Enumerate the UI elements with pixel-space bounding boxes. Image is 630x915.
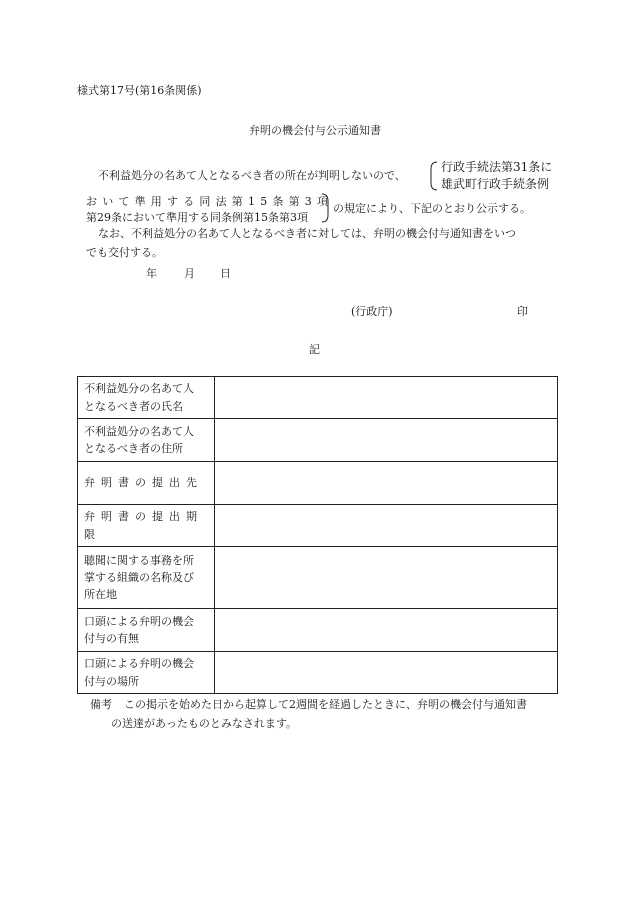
row-label-line: となるべき者の住所 [84,442,183,455]
row-value[interactable] [215,609,558,652]
form-number: 様式第17号(第16条関係) [77,84,202,97]
date-year: 年 [146,267,157,280]
row-label-line: 付与の有無 [84,632,139,645]
note-label: 備考 [90,698,112,711]
row-value[interactable] [215,419,558,462]
agency-label: (行政庁) [351,305,393,318]
table-row [78,419,558,462]
row-label-line: 所在地 [84,588,117,602]
row-value[interactable] [215,652,558,694]
paragraph-2-line-2: でも交付する。 [86,246,163,259]
row-label [78,652,215,694]
left-bracket-top [430,161,438,191]
table-row [78,652,558,694]
table-row [78,505,558,547]
notice-table [77,376,558,694]
row-value[interactable] [215,377,558,419]
paragraph-2-line-1: なお、不利益処分の名あて人となるべき者に対しては、弁明の機会付与通知書をいつ [98,227,516,240]
paragraph-1-line-2: おいて準用する同法第15条第3項 [86,195,334,208]
row-value[interactable] [215,547,558,609]
paragraph-1-line-3: 第29条において準用する同条例第15条第3項 [86,211,308,224]
seal-mark: 印 [517,305,528,318]
brace-text-bottom: 雄武町行政手続条例 [441,177,550,191]
note-line-1: この掲示を始めた日から起算して2週間を経過したときに、弁明の機会付与通知書 [124,698,527,711]
date-day: 日 [220,267,231,280]
row-value[interactable] [215,462,558,505]
row-label-line: 掌する組織の名称及び [84,570,194,584]
date-month: 月 [184,267,195,280]
table-row [78,377,558,419]
row-label-line: 弁明書の提出先 [84,476,203,490]
table-row [78,462,558,505]
table-row [78,609,558,652]
row-label-line: 口頭による弁明の機会 [84,657,194,671]
row-label-line: 聴聞に関する事務を所 [84,553,194,567]
right-bracket [321,193,329,223]
document-title: 弁明の機会付与公示通知書 [249,124,381,137]
row-label-line: 口頭による弁明の機会 [84,614,194,628]
row-label-line: 弁明書の提出期限 [84,510,203,541]
row-label [78,505,215,547]
row-label [78,419,215,462]
paragraph-1-line-end: の規定により、下記のとおり公示する。 [333,202,531,215]
table-row [78,547,558,609]
row-label [78,609,215,652]
ki-heading: 記 [309,343,320,356]
brace-text-top: 行政手続法第31条に [441,160,553,174]
row-label-line: 不利益処分の名あて人 [84,424,194,438]
row-label [78,377,215,419]
note-line-2: の送達があったものとみなされます。 [111,717,298,730]
paragraph-1-line-1: 不利益処分の名あて人となるべき者の所在が判明しないので、 [98,169,406,182]
row-label-line: となるべき者の氏名 [84,399,183,413]
row-label-line: 不利益処分の名あて人 [84,382,194,396]
row-label-line: 付与の場所 [84,674,139,688]
row-label [78,547,215,609]
row-label [78,462,215,505]
row-value[interactable] [215,505,558,547]
